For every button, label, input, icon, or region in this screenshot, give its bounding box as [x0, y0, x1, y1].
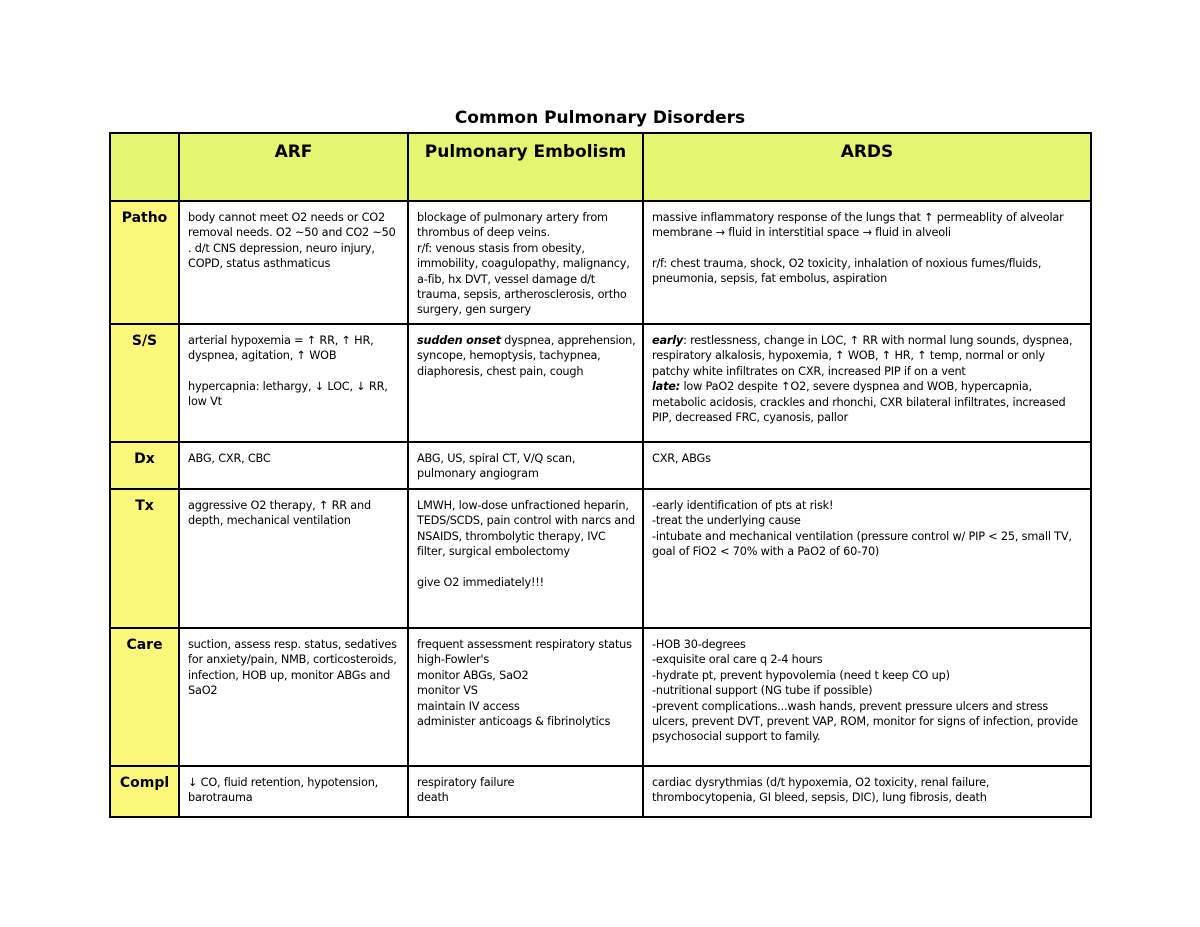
cell-compl-pe: [408, 766, 643, 817]
cell-text: ABG, US, spiral CT, V/Q scan, pulmonary angiogram: [417, 452, 576, 481]
cell-text: [652, 333, 1084, 379]
cell-text: -intubate and mechanical ventilation (pressure control w/ PIP < 25, small TV, goal of FiO2 < 70% with a PaO2 of 60-70): [652, 529, 1072, 559]
cell-text: ↓ CO, fluid retention, hypotension, barotrauma: [188, 776, 379, 805]
table-row: [110, 201, 1091, 324]
cell-text: [652, 379, 1084, 425]
cell-dx-ards: [643, 442, 1091, 489]
cell-text: hypercapnia: lethargy, ↓ LOC, ↓ RR, low Vt: [188, 379, 388, 409]
cell-text: suction, assess resp. status, sedatives for anxiety/pain, NMB, corticosteroids, infection, HOB up, monitor ABGs and SaO2: [188, 638, 397, 698]
cell-compl-arf: [179, 766, 408, 817]
cell-text: high-Fowler's: [417, 653, 490, 667]
cell-text: cardiac dysrythmias (d/t hypoxemia, O2 toxicity, renal failure, thrombocytopenia, GI bleed, sepsis, DIC), lung fibrosis, death: [652, 776, 990, 805]
row-label-care: Care: [110, 628, 179, 766]
cell-text: r/f: venous stasis from obesity, immobility, coagulopathy, malignancy, a-fib, hx DVT, vessel damage d/t trauma, sepsis, artherosclerosis, ortho surgery, gen surgery: [417, 241, 630, 317]
row-label-ss: S/S: [110, 324, 179, 442]
early-label: early: [652, 334, 684, 347]
cell-text: [417, 333, 636, 379]
cell-text: body cannot meet O2 needs or CO2 removal needs. O2 ~50 and CO2 ~50 . d/t CNS depression, neuro injury, COPD, status asthmaticus: [188, 211, 396, 271]
sudden-onset-label: sudden onset: [417, 334, 501, 347]
cell-text: -exquisite oral care q 2-4 hours: [652, 653, 823, 667]
header-arf: ARF: [179, 133, 408, 201]
cell-text: massive inflammatory response of the lungs that ↑ permeablity of alveolar membrane → fluid in interstitial space → fluid in alveoli: [652, 211, 1064, 240]
cell-dx-arf: [179, 442, 408, 489]
cell-text: death: [417, 791, 449, 805]
cell-patho-pe: [408, 201, 643, 324]
cell-text-rest: low PaO2 despite ↑O2, severe dyspnea and WOB, hypercapnia, metabolic acidosis, crackles and rhonchi, CXR bilateral infiltrates, increased PIP, decreased FRC, cyanosis, pallor: [652, 380, 1066, 425]
cell-tx-arf: [179, 489, 408, 628]
cell-care-pe: [408, 628, 643, 766]
cell-patho-arf: [179, 201, 408, 324]
cell-text-rest: : restlessness, change in LOC, ↑ RR with normal lung sounds, dyspnea, respiratory alkalosis, hypoxemia, ↑ WOB, ↑ HR, ↑ temp, normal or only patchy white infiltrates on CXR, increased PIP if on a vent: [652, 334, 1073, 378]
cell-text: -early identification of pts at risk!: [652, 499, 834, 512]
disorders-table: [109, 132, 1092, 818]
cell-text: give O2 immediately!!!: [417, 575, 544, 589]
cell-ss-arf: [179, 324, 408, 442]
header-ards: ARDS: [643, 133, 1091, 201]
cell-text: LMWH, low-dose unfractioned heparin, TEDS/SCDS, pain control with narcs and NSAIDS, thrombolytic therapy, IVC filter, surgical embolectomy: [417, 499, 635, 559]
cell-text: maintain IV access: [417, 699, 520, 713]
cell-text: monitor ABGs, SaO2: [417, 668, 529, 682]
header-pulmonary-embolism: Pulmonary Embolism: [408, 133, 643, 201]
corner-cell: [110, 133, 179, 201]
cell-text: administer anticoags & fibrinolytics: [417, 715, 611, 729]
row-label-patho: Patho: [110, 201, 179, 324]
header-row: [110, 133, 1091, 201]
cell-patho-ards: [643, 201, 1091, 324]
table-row: [110, 442, 1091, 489]
page-title: Common Pulmonary Disorders: [454, 108, 746, 128]
cell-care-ards: [643, 628, 1091, 766]
cell-text: frequent assessment respiratory status: [417, 638, 632, 651]
cell-text: -nutritional support (NG tube if possible): [652, 684, 873, 698]
cell-text: CXR, ABGs: [652, 452, 711, 465]
cell-tx-ards: [643, 489, 1091, 628]
cell-text: -treat the underlying cause: [652, 514, 801, 528]
row-label-compl: Compl: [110, 766, 179, 817]
cell-text: ABG, CXR, CBC: [188, 452, 271, 465]
cell-ss-ards: [643, 324, 1091, 442]
cell-text: blockage of pulmonary artery from thrombus of deep veins.: [417, 211, 608, 240]
row-label-tx: Tx: [110, 489, 179, 628]
cell-text: -hydrate pt, prevent hypovolemia (need t keep CO up): [652, 668, 950, 682]
cell-ss-pe: [408, 324, 643, 442]
cell-dx-pe: [408, 442, 643, 489]
cell-tx-pe: [408, 489, 643, 628]
cell-text: monitor VS: [417, 684, 478, 698]
row-label-dx: Dx: [110, 442, 179, 489]
cell-text-rest: dyspnea, apprehension, syncope, hemoptysis, tachypnea, diaphoresis, chest pain, cough: [417, 334, 636, 378]
cell-text: respiratory failure: [417, 776, 515, 789]
cell-care-arf: [179, 628, 408, 766]
table-row: [110, 766, 1091, 817]
table-row: [110, 628, 1091, 766]
cell-text: aggressive O2 therapy, ↑ RR and depth, mechanical ventilation: [188, 499, 371, 528]
cell-text: r/f: chest trauma, shock, O2 toxicity, inhalation of noxious fumes/fluids, pneumonia, sepsis, fat embolus, aspiration: [652, 256, 1042, 286]
table-row: [110, 489, 1091, 628]
table-row: [110, 324, 1091, 442]
cell-text: -HOB 30-degrees: [652, 638, 746, 651]
late-label: late:: [652, 380, 681, 394]
cell-text: -prevent complications...wash hands, prevent pressure ulcers and stress ulcers, prevent DVT, prevent VAP, ROM, monitor for signs of infection, provide psychosocial support to family.: [652, 699, 1078, 744]
cell-text: arterial hypoxemia = ↑ RR, ↑ HR, dyspnea, agitation, ↑ WOB: [188, 334, 374, 363]
cell-compl-ards: [643, 766, 1091, 817]
